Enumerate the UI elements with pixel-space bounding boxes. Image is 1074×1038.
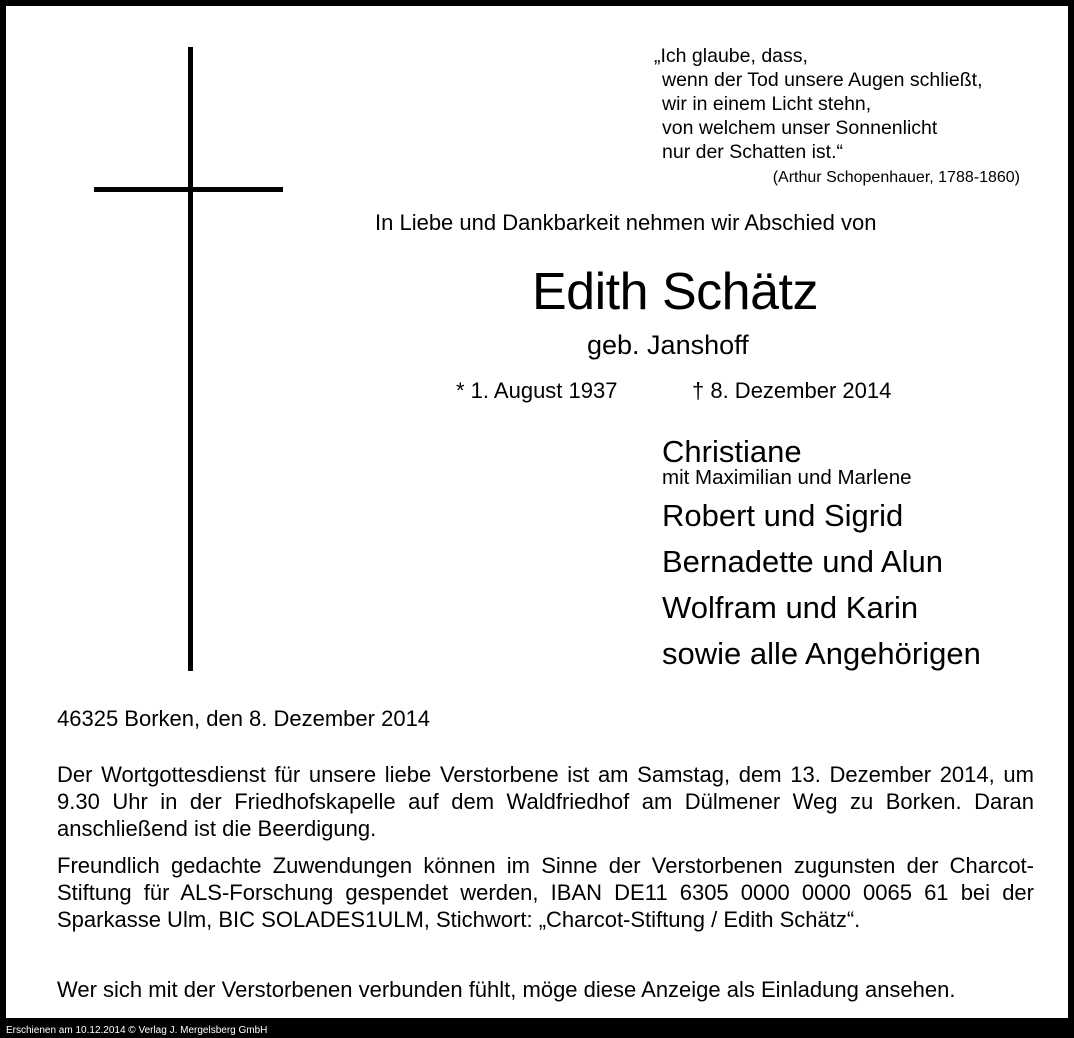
cross-vertical-bar (188, 47, 193, 671)
obituary-notice (6, 6, 1068, 1018)
mourner: Wolfram und Karin (662, 590, 919, 625)
mourner-sub: mit Maximilian und Marlene (662, 466, 912, 489)
quote-line: wir in einem Licht stehn, (662, 93, 872, 115)
quote-line: „Ich glaube, dass, (654, 45, 808, 67)
donations-paragraph: Freundlich gedachte Zuwendungen können im Sinne der Verstorbenen zugunsten der Charcot-Stiftung für ALS-Forschung gespendet werden, IBAN DE11 6305 0000 0000 0065 61 bei der Sparkasse Ulm, BIC SOLADES1ULM, Stichwort: „Charcot-Stiftung / Edith Schätz“. (57, 853, 1034, 932)
place-date: 46325 Borken, den 8. Dezember 2014 (57, 706, 431, 731)
publication-footer: Erschienen am 10.12.2014 © Verlag J. Mergelsberg GmbH (6, 1025, 268, 1036)
death-date: † 8. Dezember 2014 (692, 378, 892, 403)
mourner: sowie alle Angehörigen (662, 636, 981, 671)
birth-date: * 1. August 1937 (456, 378, 618, 403)
quote (654, 44, 983, 164)
invitation-paragraph: Wer sich mit der Verstorbenen verbunden fühlt, möge diese Anzeige als Einladung ansehen. (57, 977, 956, 1002)
quote-line: von welchem unser Sonnenlicht (662, 117, 938, 139)
mourner: Bernadette und Alun (662, 544, 943, 579)
quote-author: (Arthur Schopenhauer, 1788-1860) (772, 169, 1020, 186)
quote-line: wenn der Tod unsere Augen schließt, (662, 69, 983, 91)
intro-text: In Liebe und Dankbarkeit nehmen wir Abschied von (375, 210, 877, 235)
birth-name: geb. Janshoff (587, 330, 749, 360)
mourner: Christiane (662, 434, 802, 469)
mourner: Robert und Sigrid (662, 498, 904, 533)
quote-line: nur der Schatten ist.“ (662, 141, 844, 163)
mourners-list (662, 429, 981, 677)
deceased-name: Edith Schätz (532, 263, 818, 321)
service-paragraph: Der Wortgottesdienst für unsere liebe Verstorbene ist am Samstag, dem 13. Dezember 2014, um 9.30 Uhr in der Friedhofskapelle auf dem Waldfriedhof am Dülmener Weg zu Borken. Daran anschließend ist die Beerdigung. (57, 762, 1034, 841)
cross-horizontal-bar (94, 187, 283, 192)
